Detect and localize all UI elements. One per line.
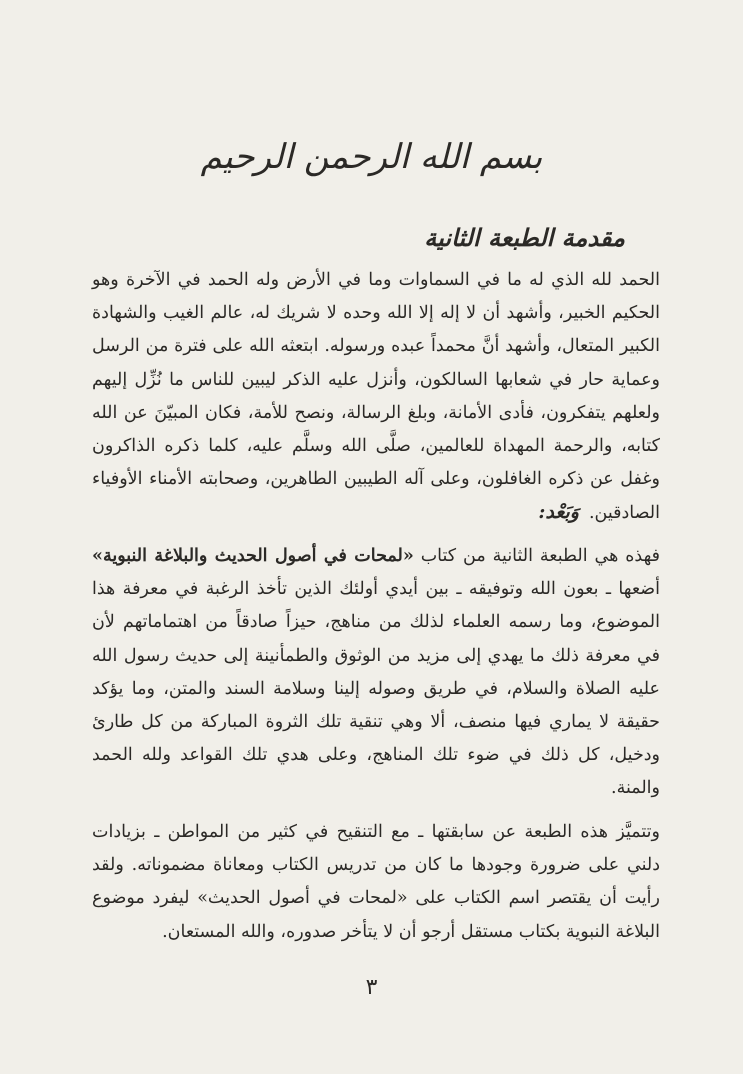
- paragraph-second-edition: [92, 540, 660, 806]
- paragraph-additions-text: وتتميَّز هذه الطبعة عن سابقتها ـ مع التنقيح في كثير من المواطن ـ بزيادات دلني على ضرورة وجودها ما كان من تدريس الكتاب ومعاناة مضموناته. ولقد رأيت أن يقتصر اسم الكتاب على «لمحات في أصول الحديث» ليفرد موضوع البلاغة النبوية بكتاب مستقل أرجو أن لا يتأخر صدوره، والله المستعان.: [92, 822, 660, 942]
- paragraph-praise: [92, 264, 660, 531]
- amma-bad: وَبَعْد:: [538, 501, 579, 524]
- book-title: «لمحات في أصول الحديث والبلاغة النبوية»: [92, 546, 414, 566]
- paragraph-additions: [92, 816, 660, 949]
- page-number: ٣: [365, 975, 378, 1000]
- paragraph-praise-text: الحمد لله الذي له ما في السماوات وما في الأرض وله الحمد في الآخرة وهو الحكيم الخبير، وأشهد أن لا إله إلا الله وحده لا شريك له، عالم الغيب والشهادة الكبير المتعال، وأشهد أنَّ محمداً عبده ورسوله. ابتعثه الله على فترة من الرسل وعماية حار في شعابها السالكون، وأنزل عليه الذكر ليبين للناس ما نُزِّل إليهم ولعلهم يتفكرون، فأدى الأمانة، وبلغ الرسالة، ونصح للأمة، فكان المبيّنَ عن الله كتابه، والرحمة المهداة للعالمين، صلَّى الله وسلَّم عليه، كلما ذكره الذاكرون وغفل عن ذكره الغافلون، وعلى آله الطيبين الطاهرين، وصحابته الأمناء الأوفياء الصادقين.: [92, 270, 660, 524]
- basmala: بسم الله الرحمن الرحيم: [200, 137, 543, 177]
- paragraph-second-edition-lead: فهذه هي الطبعة الثانية من كتاب: [420, 546, 660, 566]
- paragraph-second-edition-rest: أضعها ـ بعون الله وتوفيقه ـ بين أيدي أولئك الذين تأخذ الرغبة في معرفة هذا الموضوع، وما رسمه العلماء لذلك من مناهج، حيزاً صادقاً من اهتماماتهم لأن في معرفة ذلك ما يهدي إلى مزيد من الوثوق والطمأنينة إلى حديث رسول الله عليه الصلاة والسلام، في طريق وصوله إلينا وسلامة السند والمتن، وما يؤكد حقيقة لا يماري فيها منصف، ألا وهي تنقية تلك الثروة المباركة من كل طارئ ودخيل، كل ذلك في ضوء تلك المناهج، وعلى هدي تلك القواعد ولله الحمد والمنة.: [92, 579, 660, 799]
- section-heading: مقدمة الطبعة الثانية: [424, 223, 625, 252]
